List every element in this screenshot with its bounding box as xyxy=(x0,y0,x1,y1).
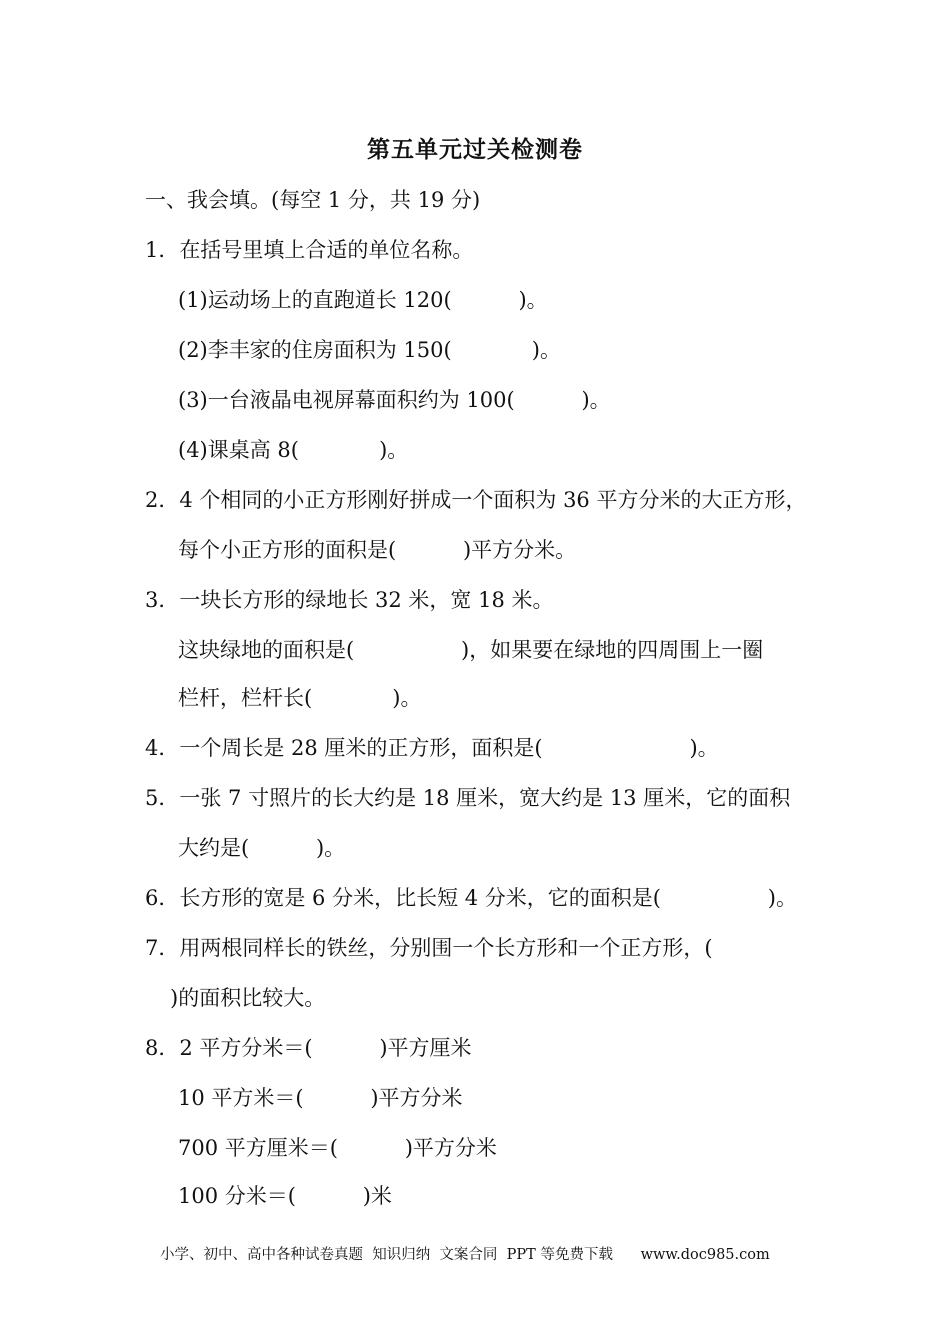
question-3-part-2: 栏杆，栏杆长( )。 xyxy=(178,686,422,710)
footer-text: 小学、初中、高中各种试卷真题 知识归纳 文案合同 PPT 等免费下载 www.doc985.com xyxy=(160,1247,770,1263)
question-5-continued: 大约是( )。 xyxy=(178,836,346,860)
question-1-part-3: (3)一台液晶电视屏幕面积约为 100( )。 xyxy=(178,388,611,412)
question-1-part-2: (2)李丰家的住房面积为 150( )。 xyxy=(178,338,561,362)
question-1-part-4: (4)课桌高 8( )。 xyxy=(178,438,409,462)
question-6: 6．长方形的宽是 6 分米，比长短 4 分米，它的面积是( )。 xyxy=(145,886,797,910)
page-title: 第五单元过关检测卷 xyxy=(367,137,583,163)
question-1: 1．在括号里填上合适的单位名称。 xyxy=(145,238,474,262)
question-2: 2．4 个相同的小正方形刚好拼成一个面积为 36 平方分米的大正方形， xyxy=(145,488,807,512)
question-3: 3．一块长方形的绿地长 32 米，宽 18 米。 xyxy=(145,588,554,612)
question-4: 4．一个周长是 28 厘米的正方形，面积是( )。 xyxy=(145,736,719,760)
question-8: 8．2 平方分米＝( )平方厘米 xyxy=(145,1036,472,1060)
question-8-part-2: 10 平方米＝( )平方分米 xyxy=(178,1086,463,1110)
section-heading: 一、我会填。(每空 1 分，共 19 分) xyxy=(145,188,481,212)
question-1-part-1: (1)运动场上的直跑道长 120( )。 xyxy=(178,288,548,312)
question-5: 5．一张 7 寸照片的长大约是 18 厘米，宽大约是 13 厘米，它的面积 xyxy=(145,786,791,810)
question-7-continued: )的面积比较大。 xyxy=(170,986,326,1010)
question-8-part-3: 700 平方厘米＝( )平方分米 xyxy=(178,1136,497,1160)
question-3-part-1: 这块绿地的面积是( )，如果要在绿地的四周围上一圈 xyxy=(178,638,764,662)
question-7: 7．用两根同样长的铁丝，分别围一个长方形和一个正方形，( xyxy=(145,936,713,960)
question-8-part-4: 100 分米＝( )米 xyxy=(178,1184,392,1208)
question-2-continued: 每个小正方形的面积是( )平方分米。 xyxy=(178,538,577,562)
